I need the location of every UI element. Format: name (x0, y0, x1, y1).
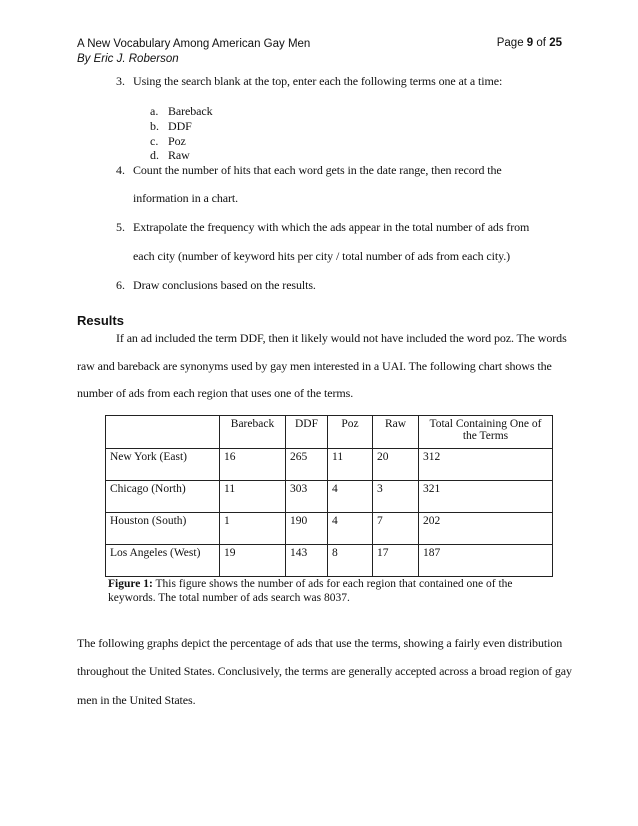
running-header (77, 37, 310, 67)
closing-paragraph-line-3: men in the United States. (77, 693, 196, 707)
results-paragraph-line-1: If an ad included the term DDF, then it likely would not have included the word poz. The words (116, 331, 567, 345)
table-cell: 7 (373, 513, 419, 545)
table-cell: 11 (220, 481, 286, 513)
region-cell: Los Angeles (West) (106, 545, 220, 577)
region-cell: New York (East) (106, 449, 220, 481)
step-6-text: Draw conclusions based on the results. (133, 278, 316, 292)
sub-item-letter: c. (150, 134, 159, 148)
page-total: 25 (549, 37, 562, 49)
step-4-line-1: Count the number of hits that each word gets in the date range, then record the (133, 163, 502, 177)
table-cell: 11 (328, 449, 373, 481)
figure-caption-text: This figure shows the number of ads for each region that contained one of the keywords. The total number of ads search was 8037. (108, 578, 513, 604)
closing-paragraph-line-1: The following graphs depict the percentage of ads that use the terms, showing a fairly even distribution (77, 636, 563, 650)
sub-item-term: Poz (168, 134, 186, 148)
table-cell: 303 (286, 481, 328, 513)
table-cell: 202 (419, 513, 553, 545)
figure-caption (108, 577, 548, 605)
sub-item-letter: d. (150, 148, 159, 162)
page-number: 9 (526, 37, 534, 49)
page-of: of (536, 37, 546, 49)
table-row (106, 481, 553, 513)
page-prefix: Page (496, 37, 524, 49)
step-5-line-2: each city (number of keyword hits per city / total number of ads from each city.) (133, 249, 510, 263)
table-cell: 17 (373, 545, 419, 577)
page-number-indicator (497, 37, 562, 49)
sub-item-term: Raw (168, 148, 190, 162)
table-cell: 321 (419, 481, 553, 513)
table-cell: 143 (286, 545, 328, 577)
step-6-number: 6. (116, 278, 125, 292)
table-cell: 312 (419, 449, 553, 481)
table-cell: 190 (286, 513, 328, 545)
column-header: Total Containing One of the Terms (419, 416, 553, 449)
step-3-number: 3. (116, 74, 125, 88)
table-cell: 16 (220, 449, 286, 481)
table-cell: 4 (328, 481, 373, 513)
sub-item-term: DDF (168, 119, 192, 133)
results-heading: Results (77, 313, 124, 328)
step-4-number: 4. (116, 163, 125, 177)
step-3-text: Using the search blank at the top, enter each the following terms one at a time: (133, 74, 503, 88)
sub-item-letter: a. (150, 104, 159, 118)
sub-item-term: Bareback (168, 104, 213, 118)
figure-label: Figure 1: (108, 578, 153, 590)
step-5-number: 5. (116, 220, 125, 234)
table-cell: 20 (373, 449, 419, 481)
table-row (106, 449, 553, 481)
region-cell: Chicago (North) (106, 481, 220, 513)
results-paragraph-line-2: raw and bareback are synonyms used by gay men interested in a UAI. The following chart shows the (77, 359, 552, 373)
column-header: DDF (286, 416, 328, 449)
sub-item-letter: b. (150, 119, 159, 133)
closing-paragraph-line-2: throughout the United States. Conclusively, the terms are generally accepted across a broad region of gay (77, 664, 572, 678)
table-cell: 187 (419, 545, 553, 577)
table-cell: 4 (328, 513, 373, 545)
column-header: Bareback (220, 416, 286, 449)
table-row (106, 513, 553, 545)
results-table (105, 415, 553, 577)
step-5-line-1: Extrapolate the frequency with which the ads appear in the total number of ads from (133, 220, 530, 234)
table-cell: 19 (220, 545, 286, 577)
table-cell: 8 (328, 545, 373, 577)
table-header-row (106, 416, 553, 449)
document-author: By Eric J. Roberson (77, 53, 179, 65)
results-paragraph-line-3: number of ads from each region that uses one of the terms. (77, 386, 354, 400)
table-cell: 1 (220, 513, 286, 545)
region-cell: Houston (South) (106, 513, 220, 545)
step-4-line-2: information in a chart. (133, 191, 238, 205)
table-cell: 265 (286, 449, 328, 481)
column-header: Poz (328, 416, 373, 449)
table-row (106, 545, 553, 577)
column-header: Raw (373, 416, 419, 449)
document-title: A New Vocabulary Among American Gay Men (77, 38, 311, 50)
table-cell: 3 (373, 481, 419, 513)
column-header (106, 416, 220, 449)
